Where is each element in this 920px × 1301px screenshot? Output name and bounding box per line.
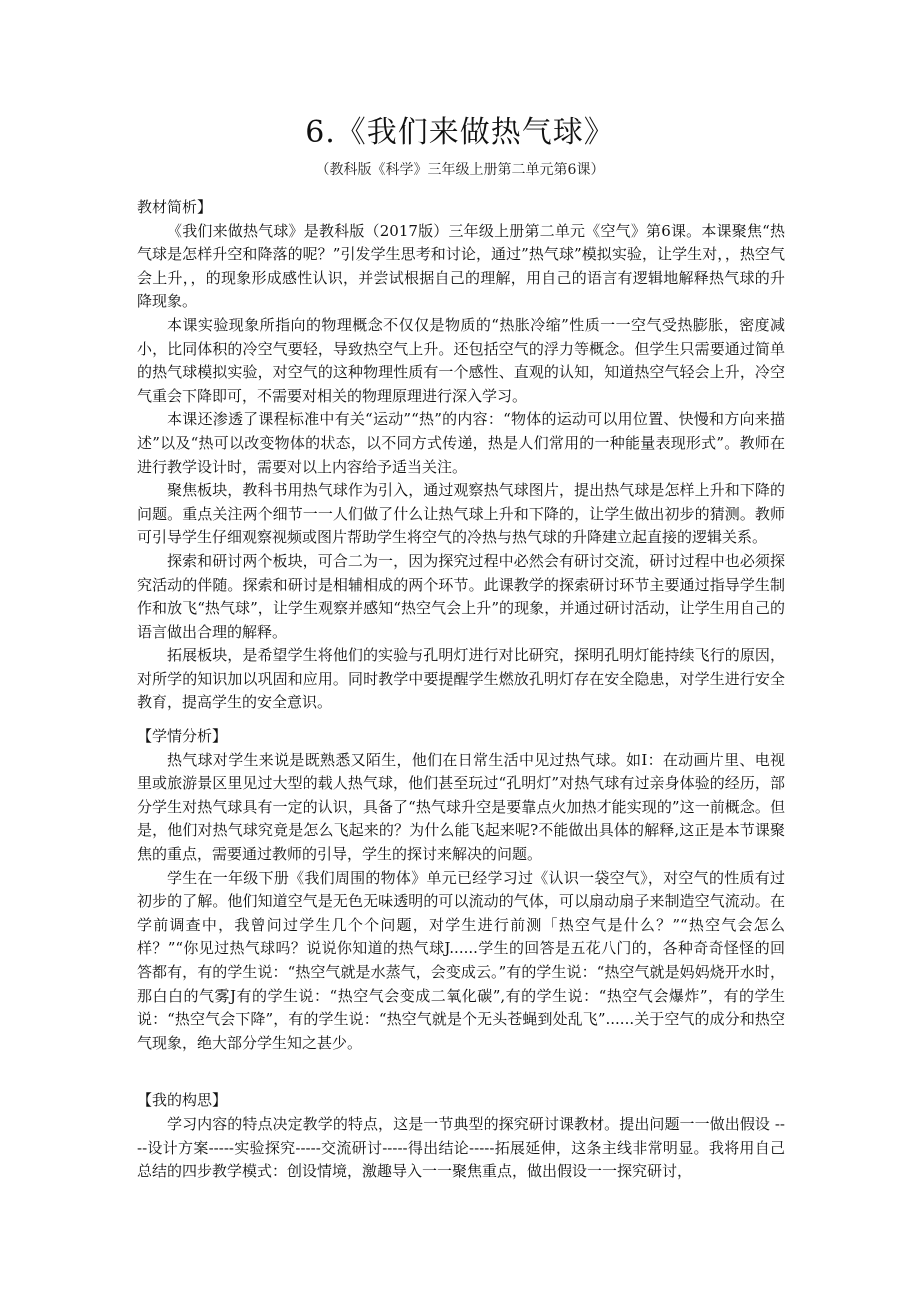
document-body	[137, 196, 785, 1184]
section-heading-my-design: 【我的构思】	[137, 1091, 228, 1110]
paragraph: 学生在一年级下册《我们周围的物体》单元已经学习过《认识一袋空气》，对空气的性质有过初步的了解。他们知道空气是无色无味透明的可以流动的气体，可以扇动扇子来制造空气流动。在学前调查中，我曾问过学生几个个问题，对学生进行前测「热空气是什么？”“热空气会怎么样？”“你见过热气球吗？说说你知道的热气球J......学生的回答是五花八门的，各种奇奇怪怪的回答都有，有的学生说：“热空气就是水蒸气，会变成云。”有的学生说：“热空气就是妈妈烧开水时，那白白的气雾J有的学生说：“热空气会变成二氧化碳”,有的学生说：“热空气会爆炸”，有的学生说：“热空气会下降”，有的学生说：“热空气就是个无头苍蝇到处乱飞”......关于空气的成分和热空气现象，绝大部分学生知之甚少。	[137, 868, 785, 1052]
section-gap	[137, 715, 785, 725]
paragraph: 本课实验现象所指向的物理概念不仅仅是物质的“热胀冷缩”性质一一空气受热膨胀，密度减小，比同体积的冷空气要轻，导致热空气上升。还包括空气的浮力等概念。但学生只需要通过简单的热气球模拟实验，对空气的这种物理性质有一个感性、直观的认知，知道热空气轻会上升，冷空气重会下降即可，不需要对相关的物理原理进行深入学习。	[137, 315, 785, 405]
paragraph: 拓展板块，是希望学生将他们的实验与孔明灯进行对比研究，探明孔明灯能持续飞行的原因，对所学的知识加以巩固和应用。同时教学中要提醒学生燃放孔明灯存在安全隐患，对学生进行安全教育，提高学生的安全意识。	[137, 646, 785, 712]
paragraph: 本课还渗透了课程标准中有关“运动”“热”的内容：“物体的运动可以用位置、快慢和方向来描述”以及“热可以改变物体的状态，以不同方式传递，热是人们常用的一种能量表现形式”。教师在进行教学设计时，需要对以上内容给予适当关注。	[137, 410, 785, 476]
section-heading-learner-analysis: 【学情分析】	[137, 727, 228, 746]
page-subtitle: （教科版《科学》三年级上册第二单元第6课）	[315, 162, 605, 178]
paragraph: 热气球对学生来说是既熟悉又陌生，他们在日常生活中见过热气球。如I：在动画片里、电视里或旅游景区里见过大型的载人热气球，他们甚至玩过“孔明灯”对热气球有过亲身体验的经历，部分学生对热气球具有一定的认识，具备了“热气球升空是要靠点火加热才能实现的”这一前概念。但是，他们对热气球究竟是怎么飞起来的？为什么能飞起来呢?不能做出具体的解释,这正是本节课聚焦的重点，需要通过教师的引导，学生的探讨来解决的问题。	[137, 750, 785, 864]
section-heading-textbook-analysis: 教材简析】	[137, 198, 213, 216]
paragraph: 探索和研讨两个板块，可合二为一，因为探究过程中必然会有研讨交流，研讨过程中也必须探究活动的伴随。探索和研讨是相辅相成的两个环节。此课教学的探索研讨环节主要通过指导学生制作和放飞“热气球”，让学生观察并感知“热空气会上升”的现象，并通过研讨活动，让学生用自己的语言做出合理的解释。	[137, 551, 785, 641]
section-gap	[137, 1055, 785, 1089]
paragraph: 聚焦板块，教科书用热气球作为引入，通过观察热气球图片，提出热气球是怎样上升和下降的问题。重点关注两个细节一一人们做了什么让热气球上升和下降的，让学生做出初步的猜测。教师可引导学生仔细观察视频或图片帮助学生将空气的冷热与热气球的升降建立起直接的逻辑关系。	[137, 481, 785, 547]
page-title: 6.《我们来做热气球》	[305, 115, 615, 150]
paragraph: 《我们来做热气球》是教科版（2017版）三年级上册第二单元《空气》第6课。本课聚焦“热气球是怎样升空和降落的呢？”引发学生思考和讨论，通过”热气球”模拟实验，让学生对，，热空气会上升，，的现象形成感性认识，并尝试根据自己的理解，用自己的语言有逻辑地解释热气球的升降现象。	[137, 221, 785, 311]
paragraph: 学习内容的特点决定教学的特点，这是一节典型的探究研讨课教材。提出问题一一做出假设 ----设计方案-----实验探究-----交流研讨-----得出结论-----拓展延伸，这条主线非常明显。我将用自己总结的四步教学模式：创设情境，激趣导入一一聚焦重点，做出假设一一探究研讨，	[137, 1114, 785, 1181]
